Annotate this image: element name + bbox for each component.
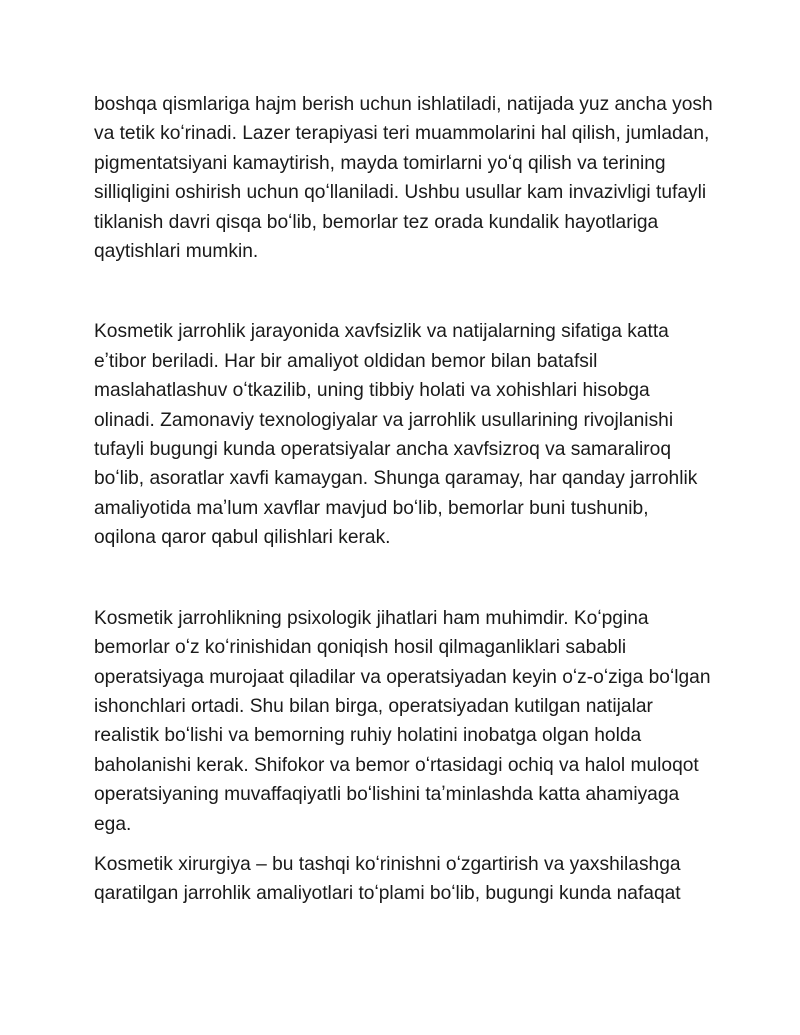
paragraph-spacer [94,266,714,317]
paragraph-4: Kosmetik xirurgiya – bu tashqi koʻrinishni oʻzgartirish va yaxshilashga qaratilgan jarrohlik amaliyotlari toʻplami boʻlib, bugungi kunda nafaqat [94,853,681,905]
paragraph-1: boshqa qismlariga hajm berish uchun ishlatiladi, natijada yuz ancha yosh va tetik koʻrinadi. Lazer terapiyasi teri muammolarini hal qilish, jumladan, pigmentatsiyani kamaytirish, mayda tomirlarni yoʻq qilish va terining silliqligini oshirish uchun qoʻllaniladi. Ushbu usullar kam invazivligi tufayli tiklanish davri qisqa boʻlib, bemorlar tez orada kundalik hayotlariga qaytishlari mumkin. [94,94,713,263]
paragraph-2: Kosmetik jarrohlik jarayonida xavfsizlik va natijalarning sifatiga katta eʼtibor beriladi. Har bir amaliyot oldidan bemor bilan batafsil maslahatlashuv oʻtkazilib, uning tibbiy holati va xohishlari hisobga olinadi. Zamonaviy texnologiyalar va jarrohlik usullarining rivojlanishi tufayli bugungi kunda operatsiyalar ancha xavfsizroq va samaraliroq boʻlib, asoratlar xavfi kamaygan. Shunga qaramay, har qanday jarrohlik amaliyotida maʼlum xavflar mavjud boʻlib, bemorlar buni tushunib, oqilona qaror qabul qilishlari kerak. [94,321,698,549]
paragraph-3: Kosmetik jarrohlikning psixologik jihatlari ham muhimdir. Koʻpgina bemorlar oʻz koʻrinishidan qoniqish hosil qilmaganliklari sababli operatsiyaga murojaat qiladilar va operatsiyadan keyin oʻz-oʻziga boʻlgan ishonchlari ortadi. Shu bilan birga, operatsiyadan kutilgan natijalar realistik boʻlishi va bemorning ruhiy holatini inobatga olgan holda baholanishi kerak. Shifokor va bemor oʻrtasidagi ochiq va halol muloqot operatsiyaning muvaffaqiyatli boʻlishini taʼminlashda katta ahamiyaga ega. [94,607,711,835]
paragraph-spacer [94,839,714,850]
document-body [94,90,714,909]
paragraph-spacer [94,553,714,604]
